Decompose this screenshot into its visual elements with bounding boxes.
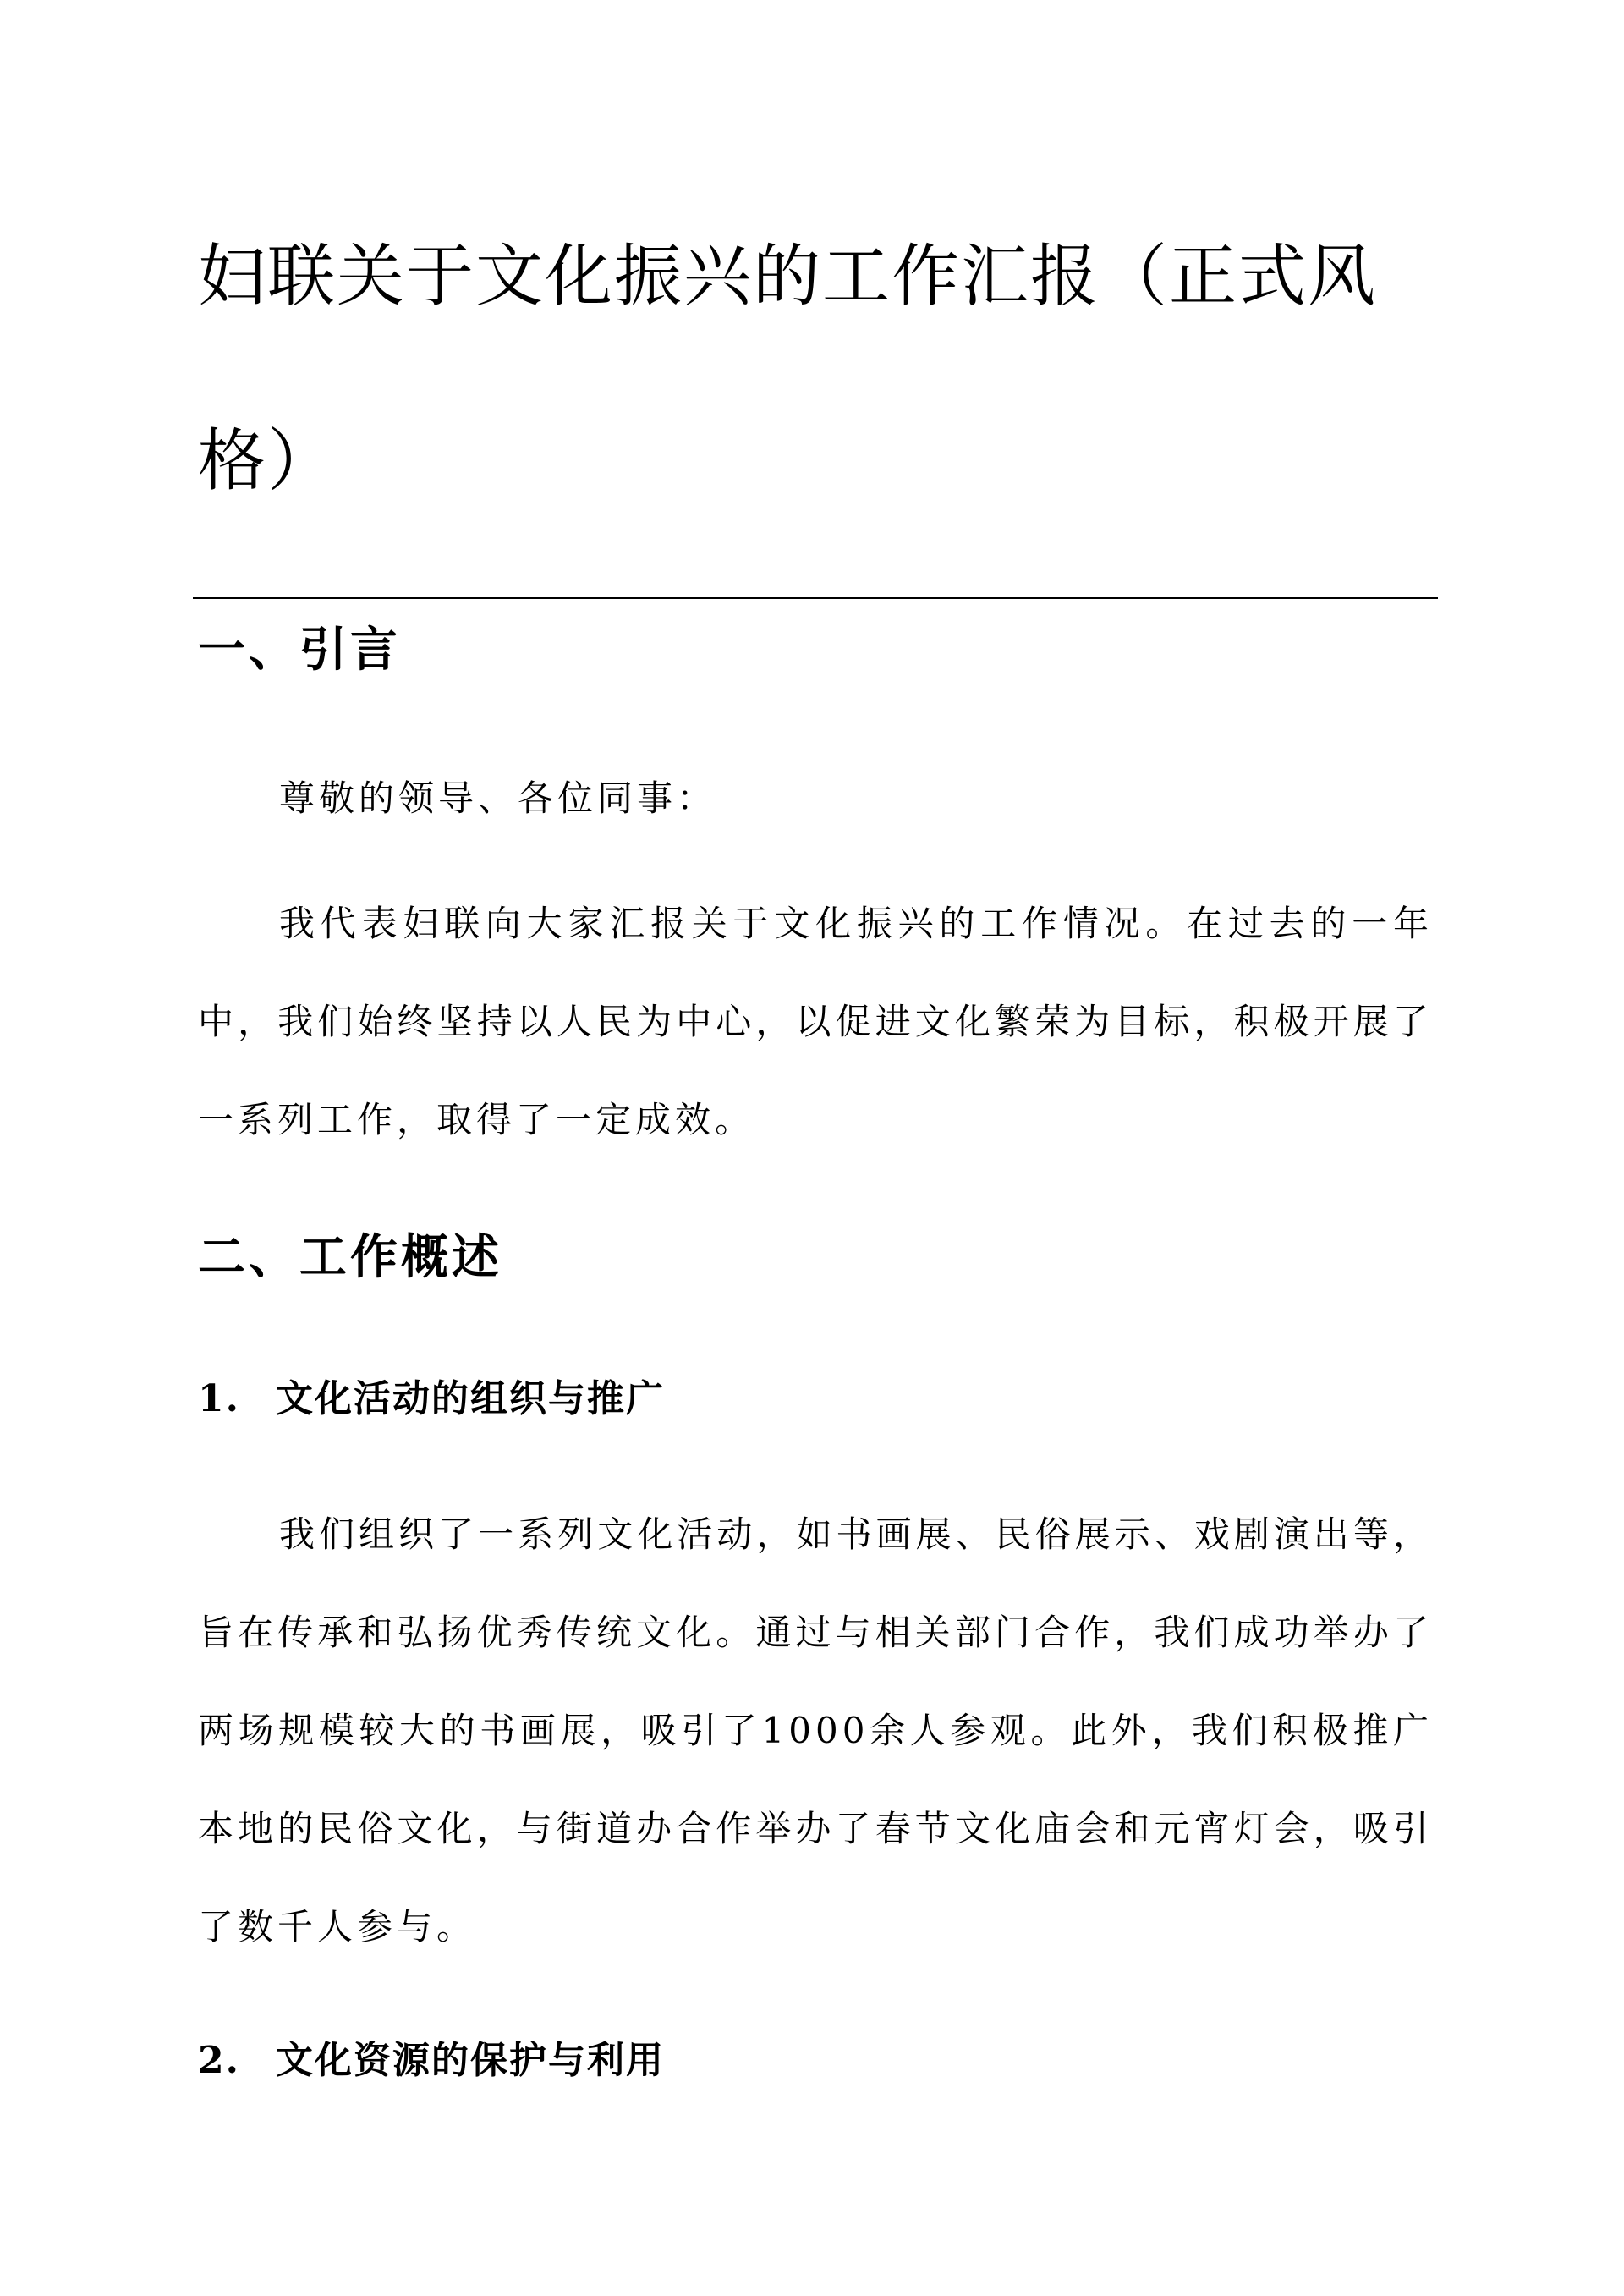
section-heading-work-overview: 二、工作概述 (198, 1229, 502, 1285)
subsection-title: 文化资源的保护与利用 (276, 2039, 665, 2082)
title-divider (193, 597, 1438, 599)
introduction-paragraph: 我代表妇联向大家汇报关于文化振兴的工作情况。在过去的一年中，我们始终坚持以人民为中心，以促进文化繁荣为目标，积极开展了一系列工作，取得了一定成效。 (198, 903, 1433, 1140)
subsection-heading-cultural-activities (198, 1372, 665, 1426)
subsection-heading-cultural-resources (198, 2034, 665, 2088)
subsection-title: 文化活动的组织与推广 (276, 1377, 665, 1420)
salutation-paragraph: 尊敬的领导、各位同事： (279, 777, 717, 819)
subsection-number: 1. (198, 1377, 240, 1420)
subsection-number: 2. (198, 2039, 240, 2082)
document-title: 妇联关于文化振兴的工作汇报（正式风格） (198, 237, 1377, 500)
section-heading-introduction: 一、引言 (198, 622, 401, 678)
cultural-activities-paragraph: 我们组织了一系列文化活动，如书画展、民俗展示、戏剧演出等，旨在传承和弘扬优秀传统文化。通过与相关部门合作，我们成功举办了两场规模较大的书画展，吸引了1000余人参观。此外，我们积极推广本地的民俗文化，与街道办合作举办了春节文化庙会和元宵灯会，吸引了数千人参与。 (198, 1513, 1433, 1947)
